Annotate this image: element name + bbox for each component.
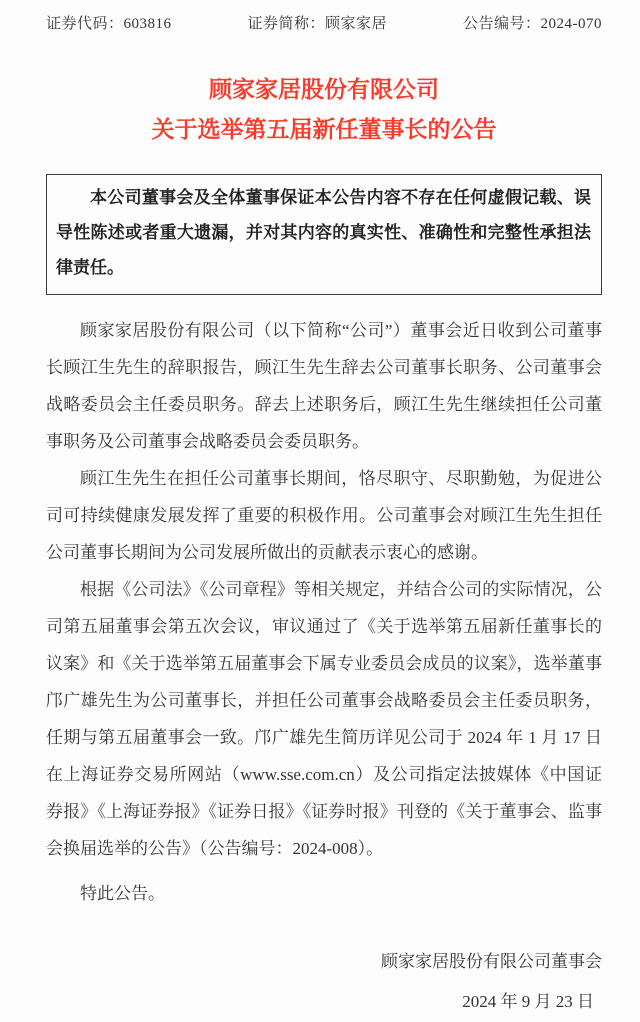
stock-name: 证券简称：顾家家居 <box>247 16 388 32</box>
title-line-company: 顾家家居股份有限公司 <box>209 76 439 102</box>
paragraph-closing: 特此公告。 <box>80 884 165 903</box>
paragraph-election: 根据《公司法》《公司章程》等相关规定，并结合公司的实际情况，公司第五届董事会第五次会议，审议通过了《关于选举第五届新任董事长的议案》和《关于选举第五届董事会下属专业委员会成员的议案》，选举董事邝广雄先生为公司董事长，并担任公司董事会战略委员会主任委员职务，任期与第五届董事会一致。邝广雄先生简历详见公司于 2024 年 1 月 17 日在上海证券交易所网站（www.sse.com.cn）及公司指定法披媒体《中国证券报》《上海证券报》《证券日报》《证券时报》刊登的《关于董事会、监事会换届选举的公告》（公告编号：2024-008）。 <box>46 580 602 858</box>
signature-company: 顾家家居股份有限公司董事会 <box>381 952 602 971</box>
document-title <box>46 69 602 149</box>
document-header <box>46 8 602 33</box>
title-line-subject: 关于选举第五届新任董事长的公告 <box>151 116 497 142</box>
disclaimer-text: 本公司董事会及全体董事保证本公告内容不存在任何虚假记载、误导性陈述或者重大遗漏，并对其内容的真实性、准确性和完整性承担法律责任。 <box>56 188 591 277</box>
signature-block <box>46 942 602 1022</box>
paragraph-resignation: 顾家家居股份有限公司（以下简称“公司”）董事会近日收到公司董事长顾江生先生的辞职报告，顾江生先生辞去公司董事长职务、公司董事会战略委员会主任委员职务。辞去上述职务后，顾江生先生继续担任公司董事职务及公司董事会战略委员会委员职务。 <box>46 321 602 451</box>
signature-date: 2024 年 9 月 23 日 <box>462 992 594 1011</box>
document-body <box>46 312 602 912</box>
disclaimer-box <box>46 174 602 295</box>
announcement-number: 公告编号：2024-070 <box>463 16 602 32</box>
stock-code: 证券代码：603816 <box>46 16 172 32</box>
paragraph-gratitude: 顾江生先生在担任公司董事长期间，恪尽职守、尽职勤勉，为促进公司可持续健康发展发挥了重要的积极作用。公司董事会对顾江生先生担任公司董事长期间为公司发展所做出的贡献表示衷心的感谢。 <box>46 469 602 562</box>
